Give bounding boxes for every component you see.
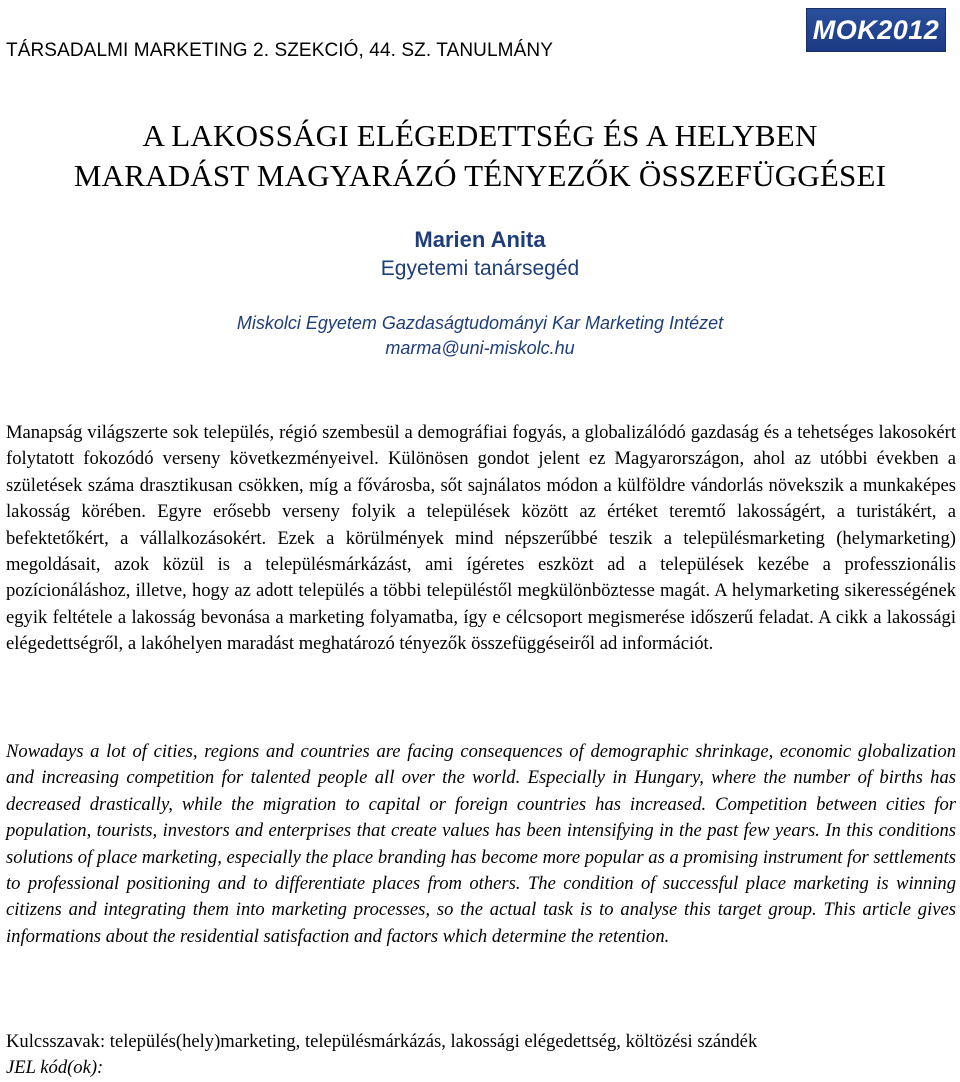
- author-position: Egyetemi tanársegéd: [380, 257, 580, 280]
- author-email[interactable]: marma@uni-miskolc.hu: [385, 338, 575, 358]
- paper-title-line-1: A LAKOSSÁGI ELÉGEDETTSÉG ÉS A HELYBEN: [142, 118, 818, 153]
- logo-text: MOK2012: [812, 14, 940, 45]
- abstract-hungarian: Manapság világszerte sok település, régió szembesül a demográfiai fogyás, a globalizálódó gazdaság és a tehetséges lakosokért folytatott fokozódó verseny következményeivel. Különösen gondot jelent ez Magyarországon, ahol az utóbbi években a születések száma drasztikusan csökken, míg a fővárosba, sőt sajnálatos módon a külföldre vándorlás növekszik a munkaképes lakosság körében. Egyre erősebb verseny folyik a települések között az értéket teremtő lakosságért, a turistákért, a befektetőkért, a vállalkozásokért. Ezek a körülmények mind népszerűbbé teszik a településmarketing (helymarketing) megoldásait, azok közül is a településmárkázást, ami ígéretes eszközt ad a települések kezébe a professzionális pozícionáláshoz, illetve, hogy az adott település a többi településtől megkülönböztesse magát. A helymarketing sikerességének egyik feltétele a lakosság bevonása a marketing folyamatba, így e célcsoport megismerése időszerű feladat. A cikk a lakossági elégedettségről, a lakóhelyen maradást meghatározó tényezők összefüggéseiről ad információt.: [6, 422, 956, 655]
- series-header: TÁRSADALMI MARKETING 2. SZEKCIÓ, 44. SZ. TANULMÁNY: [6, 40, 553, 61]
- conference-logo: [806, 8, 946, 52]
- keywords-line: [6, 1029, 956, 1055]
- paper-title-line-2: MARADÁST MAGYARÁZÓ TÉNYEZŐK ÖSSZEFÜGGÉSEI: [73, 158, 887, 193]
- keywords-label: Kulcsszavak:: [6, 1031, 106, 1052]
- keywords-text: település(hely)marketing, településmárkázás, lakossági elégedettség, költözési szándék: [109, 1031, 758, 1052]
- author-name: Marien Anita: [414, 227, 546, 252]
- jel-codes-label: JEL kód(ok):: [6, 1057, 104, 1078]
- abstract-english: Nowadays a lot of cities, regions and countries are facing consequences of demographic shrinkage, economic globalization and increasing competition for talented people all over the world. Especially in Hungary, where the number of births has decreased drastically, while the migration to capital or foreign countries has increased. Competition between cities for population, tourists, investors and enterprises that create values has been intensifying in the past few years. In this conditions solutions of place marketing, especially the place branding has become more popular as a promising instrument for settlements to professional positioning and to differentiate places from others. The condition of successful place marketing is winning citizens and integrating them into marketing processes, so the actual task is to analyse this target group. This article gives informations about the residential satisfaction and factors which determine the retention.: [6, 741, 956, 947]
- author-affiliation: Miskolci Egyetem Gazdaságtudományi Kar Marketing Intézet: [236, 313, 724, 333]
